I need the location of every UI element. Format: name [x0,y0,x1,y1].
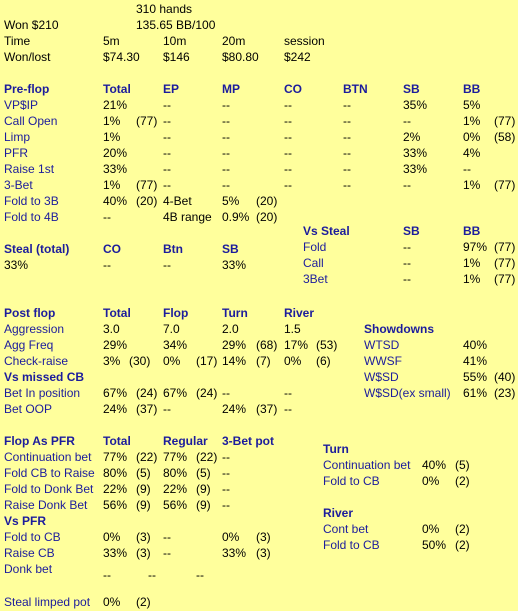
stat-value: 33% [103,162,128,176]
stat-value: 7.0 [163,322,180,336]
sample-count: (3) [256,546,271,560]
stat-value: -- [284,178,292,192]
stat-value: -- [284,402,292,416]
stat-value: -- [284,98,292,112]
stat-value: 67% [103,386,128,400]
sample-count: (20) [256,194,278,208]
stat-value: 21% [103,98,128,112]
flop-pfr-col-regular: Regular [163,434,208,448]
river-title: River [323,506,354,520]
preflop-col-ep: EP [163,82,180,96]
sample-count: (20) [136,194,158,208]
sample-count: (37) [136,402,158,416]
stat-value: -- [284,114,292,128]
sample-count: (2) [455,538,470,552]
preflop-col-total: Total [103,82,131,96]
stat-value: 4% [463,146,481,160]
flop-pfr-title: Flop As PFR [4,434,75,448]
stat-value: -- [343,98,351,112]
sample-count: (9) [196,498,211,512]
stat-value: 40% [103,194,128,208]
flop-pfr-col-3bet-pot: 3-Bet pot [222,434,274,448]
vs-pfr-row-label: Donk bet [4,562,53,576]
stat-value: -- [403,114,411,128]
stat-value: 0.9% [222,210,250,224]
stat-value: 29% [103,338,128,352]
wonlost-10m: $146 [163,50,190,64]
stat-value: 33% [222,546,247,560]
stat-value: 1% [103,178,121,192]
stat-value: 1% [103,114,121,128]
stat-value: -- [403,272,411,286]
postflop-col-river: River [284,306,315,320]
sample-count: (77) [494,178,516,192]
stat-value: -- [163,98,171,112]
stat-value: 24% [222,402,247,416]
steal-total-title: Steal (total) [4,242,70,256]
stat-value: -- [343,178,351,192]
preflop-col-mp: MP [222,82,240,96]
stat-value: 55% [463,370,488,384]
stat-value: 35% [403,98,428,112]
stat-value: 33% [403,162,428,176]
flop-pfr-row-label: Continuation bet [4,450,92,464]
river-row-label: Cont bet [323,522,369,536]
sample-count: (30) [129,354,151,368]
stat-value: 3.0 [103,322,120,336]
sample-count: (24) [136,386,158,400]
sample-count: (6) [316,354,331,368]
postflop-row-label: Bet OOP [4,402,53,416]
stat-value: 33% [403,146,428,160]
steal-col-co: CO [103,242,121,256]
sample-count: (22) [136,450,158,464]
stat-value: -- [148,568,156,582]
stat-value: 77% [163,450,188,464]
stat-value: 1% [463,256,481,270]
wonlost-20m: $80.80 [222,50,259,64]
sample-count: (77) [494,114,516,128]
stat-value: 1% [463,178,481,192]
postflop-row-label: Bet In position [4,386,81,400]
hands-count: 310 hands [136,2,193,16]
sample-count: (77) [494,256,516,270]
stat-value: 1.5 [284,322,301,336]
stat-value: 50% [422,538,447,552]
stat-value: 0% [103,530,121,544]
stat-value: -- [163,178,171,192]
vs-steal-title: Vs Steal [303,224,350,238]
four-bet-label: 4-Bet [163,194,192,208]
fold-to-4bet-label: Fold to 4B [4,210,59,224]
stat-value: -- [284,146,292,160]
sample-count: (5) [136,466,151,480]
stat-value: 0% [284,354,302,368]
stat-value: -- [403,256,411,270]
stat-value: -- [222,130,230,144]
preflop-row-label: Limp [4,130,31,144]
vs-steal-col-bb: BB [463,224,481,238]
stat-value: 5% [463,98,481,112]
vs-pfr-title: Vs PFR [4,514,47,528]
wonlost-label: Won/lost [4,50,51,64]
stat-value: -- [284,386,292,400]
four-bet-range-label: 4B range [163,210,212,224]
showdowns-title: Showdowns [364,322,434,336]
sample-count: (9) [136,482,151,496]
stat-value: -- [222,178,230,192]
showdown-row-label: W$SD [364,370,399,384]
turn-row-label: Fold to CB [323,474,380,488]
flop-pfr-row-label: Fold to Donk Bet [4,482,94,496]
preflop-title: Pre-flop [4,82,50,96]
preflop-row-label: Call Open [4,114,58,128]
sample-count: (68) [256,338,278,352]
won-amount: Won $210 [4,18,59,32]
stat-value: 80% [103,466,128,480]
postflop-col-turn: Turn [222,306,248,320]
postflop-col-flop: Flop [163,306,189,320]
vs-pfr-row-label: Fold to CB [4,530,61,544]
postflop-row-label: Agg Freq [4,338,54,352]
vs-steal-col-sb: SB [403,224,420,238]
sample-count: (5) [455,458,470,472]
stat-value: -- [222,498,230,512]
postflop-col-total: Total [103,306,131,320]
stat-value: 17% [284,338,309,352]
stat-value: 0% [463,130,481,144]
time-col-session: session [284,34,325,48]
stat-value: -- [196,568,204,582]
postflop-row-label: Check-raise [4,354,69,368]
sample-count: (77) [136,114,158,128]
stat-value: -- [163,546,171,560]
stat-value: 22% [163,482,188,496]
stat-value: -- [222,450,230,464]
sample-count: (77) [494,240,516,254]
sample-count: (37) [256,402,278,416]
stat-value: -- [403,178,411,192]
preflop-col-btn: BTN [343,82,368,96]
postflop-title: Post flop [4,306,56,320]
preflop-col-sb: SB [403,82,420,96]
stat-value: -- [163,162,171,176]
stat-value: -- [284,130,292,144]
stat-value: 0% [163,354,181,368]
showdown-row-label: W$SD(ex small) [364,386,451,400]
stat-value: 40% [422,458,447,472]
wonlost-5m: $74.30 [103,50,140,64]
time-col-10m: 10m [163,34,187,48]
sample-count: (2) [455,522,470,536]
sample-count: (5) [196,466,211,480]
preflop-row-label: VP$IP [4,98,39,112]
stat-value: 14% [222,354,247,368]
stat-value: -- [463,162,471,176]
stat-value: 77% [103,450,128,464]
stat-value: -- [222,98,230,112]
stat-value: 0% [422,522,440,536]
stat-value: 33% [222,258,247,272]
vs-pfr-row-label: Raise CB [4,546,55,560]
showdown-row-label: WTSD [364,338,400,352]
wonlost-session: $242 [284,50,311,64]
stat-value: 80% [163,466,188,480]
stat-value: -- [343,162,351,176]
stat-value: -- [222,146,230,160]
stat-value: -- [222,162,230,176]
stat-value: -- [163,530,171,544]
sample-count: (77) [136,178,158,192]
turn-title: Turn [323,442,349,456]
sample-count: (3) [256,530,271,544]
stat-value: -- [103,258,111,272]
stat-value: 24% [103,402,128,416]
vs-steal-row-label: Call [303,256,324,270]
sample-count: (58) [494,130,516,144]
stat-value: -- [403,240,411,254]
stat-value: 41% [463,354,488,368]
stat-value: -- [222,482,230,496]
showdown-row-label: WWSF [364,354,402,368]
stat-value: 56% [103,498,128,512]
stat-value: -- [343,114,351,128]
stat-value: 22% [103,482,128,496]
preflop-col-bb: BB [463,82,481,96]
sample-count: (53) [316,338,338,352]
stat-value: 0% [422,474,440,488]
stat-value: 0% [103,595,121,609]
vs-steal-row-label: 3Bet [303,272,328,286]
stat-value: 0% [222,530,240,544]
flop-pfr-col-total: Total [103,434,131,448]
flop-pfr-row-label: Raise Donk Bet [4,498,88,512]
sample-count: (23) [494,386,516,400]
stat-value: -- [163,402,171,416]
sample-count: (9) [136,498,151,512]
steal-limped-pot-label: Steal limped pot [4,595,91,609]
stat-value: -- [103,568,111,582]
bb-per-100: 135.65 BB/100 [136,18,216,32]
time-col-20m: 20m [222,34,246,48]
sample-count: (7) [256,354,271,368]
stat-value: 2% [403,130,421,144]
stat-value: 61% [463,386,488,400]
sample-count: (40) [494,370,516,384]
stat-value: 2.0 [222,322,239,336]
time-col-5m: 5m [103,34,120,48]
vs-missed-cb-title: Vs missed CB [4,370,85,384]
flop-pfr-row-label: Fold CB to Raise [4,466,95,480]
sample-count: (2) [136,595,151,609]
stat-value: -- [222,386,230,400]
preflop-col-co: CO [284,82,302,96]
stat-value: 33% [4,258,29,272]
sample-count: (17) [196,354,218,368]
stat-value: -- [163,258,171,272]
steal-col-sb: SB [222,242,239,256]
preflop-row-label: 3-Bet [4,178,33,192]
sample-count: (22) [196,450,218,464]
stat-value: 34% [163,338,188,352]
stat-value: 1% [463,114,481,128]
sample-count: (77) [494,272,516,286]
stat-value: 40% [463,338,488,352]
time-label: Time [4,34,31,48]
stat-value: -- [222,114,230,128]
stat-value: 3% [103,354,121,368]
stat-value: 29% [222,338,247,352]
stat-value: 1% [463,272,481,286]
sample-count: (3) [136,546,151,560]
river-row-label: Fold to CB [323,538,380,552]
sample-count: (3) [136,530,151,544]
stat-value: -- [163,146,171,160]
preflop-row-label: Raise 1st [4,162,55,176]
stat-value: 67% [163,386,188,400]
stat-value: -- [343,130,351,144]
stat-value: 5% [222,194,240,208]
stat-value: -- [103,210,111,224]
stat-value: -- [163,114,171,128]
sample-count: (2) [455,474,470,488]
steal-col-btn: Btn [163,242,183,256]
stat-value: 33% [103,546,128,560]
stat-value: -- [163,130,171,144]
sample-count: (9) [196,482,211,496]
stat-value: -- [343,146,351,160]
stat-value: 20% [103,146,128,160]
stat-value: 56% [163,498,188,512]
sample-count: (20) [256,210,278,224]
stat-value: -- [284,162,292,176]
fold-to-3bet-label: Fold to 3B [4,194,59,208]
preflop-row-label: PFR [4,146,28,160]
stat-value: 97% [463,240,488,254]
stat-value: 1% [103,130,121,144]
stat-value: -- [222,466,230,480]
turn-row-label: Continuation bet [323,458,411,472]
sample-count: (24) [196,386,218,400]
postflop-row-label: Aggression [4,322,65,336]
vs-steal-row-label: Fold [303,240,327,254]
